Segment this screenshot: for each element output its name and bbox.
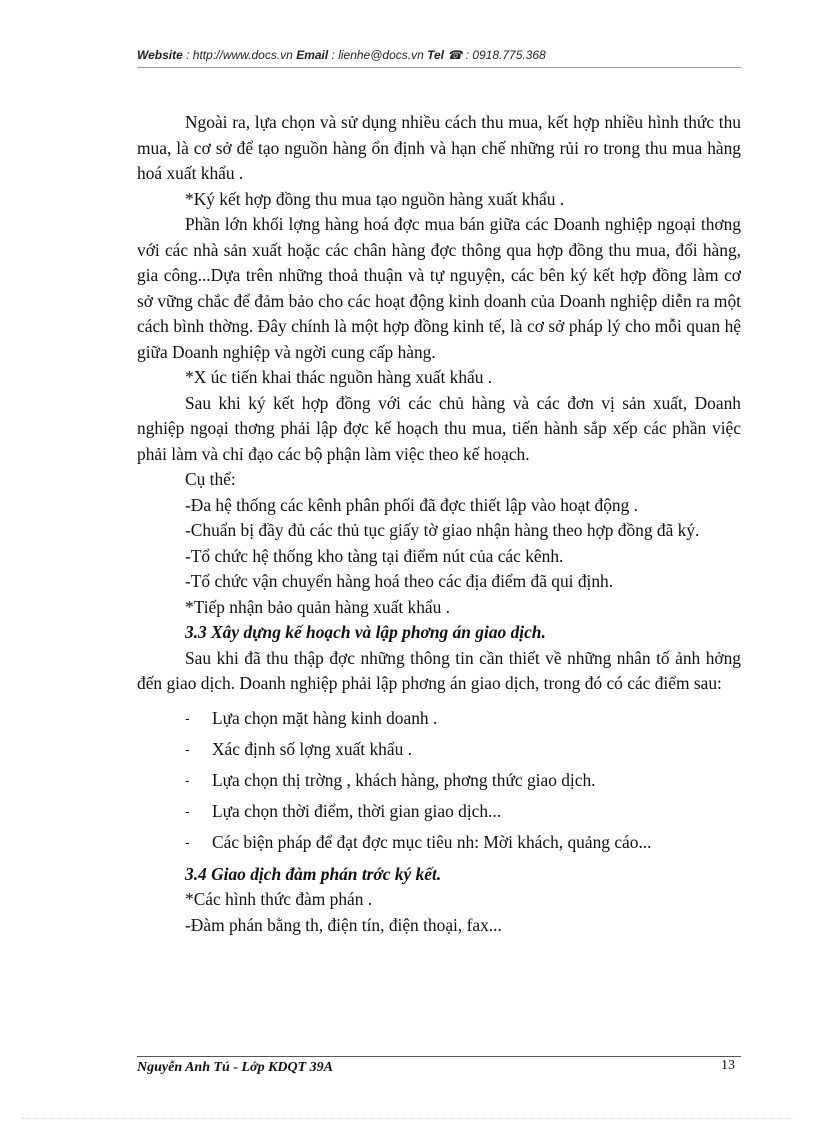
dash-bullet: - [185,709,190,726]
telephone-icon: ☎ [447,48,463,62]
paragraph: *X úc tiến khai thác nguồn hàng xuất khẩu . [185,367,493,387]
dash-bullet: - [185,833,190,850]
list-item: - Lựa chọn mặt hàng kinh doanh . [137,703,741,734]
page-number: 13 [721,1058,735,1073]
phone-label: Tel ☎ : 0918.775.368 [427,48,546,62]
paragraph: *Ký kết hợp đồng thu mua tạo nguồn hàng xuất khẩu . [185,188,565,209]
list-item: - Lựa chọn thời điểm, thời gian giao dịch... [137,796,741,827]
website-label: Website : http://www.docs.vn [137,48,297,62]
paragraph: -Tổ chức hệ thống kho tàng tại điểm nút của các kênh. [185,545,564,566]
page-bottom-border [22,1118,794,1119]
list-item: - Các biện pháp để đạt đợc mục tiêu nh: Mời khách, quảng cáo... [137,827,741,858]
dash-bullet: - [185,802,190,819]
paragraph: *Các hình thức đàm phán . [185,889,373,909]
paragraph: Sau khi đã thu thập đợc những thông tin cần thiết về những nhân tố ảnh hởng đến giao dịch. Doanh nghiệp phải lập phơng án giao dịch, trong đó có các điểm sau: [137,647,741,693]
footer-author: Nguyễn Anh Tú - Lớp KDQT 39A [137,1060,334,1075]
footer-divider [137,1056,741,1057]
email-label: Email : lienhe@docs.vn [296,48,428,62]
paragraph: Ngoài ra, lựa chọn và sử dụng nhiều cách thu mua, kết hợp nhiều hình thức thu mua, là cơ sở để tạo nguồn hàng ổn định và hạn chế những rủi ro trong thu mua hàng hoá xuất khẩu . [137,112,741,183]
paragraph: -Đàm phán bằng th, điện tín, điện thoại, fax... [185,914,502,935]
list-item: - Xác định số lợng xuất khẩu . [137,734,741,765]
page-footer [137,1056,741,1075]
paragraph: Phần lớn khối lợng hàng hoá đợc mua bán giữa các Doanh nghiệp ngoại thơng với các nhà sản xuất hoặc các chân hàng đợc thông qua hợp đồng thu mua, đổi hàng, gia công...Dựa trên những thoả thuận và tự nguyện, các bên ký kết hợp đồng làm cơ sở vững chắc để đảm bảo cho các hoạt động kinh doanh của Doanh nghiệp diễn ra một cách bình thờng. Đây chính là một hợp đồng kinh tế, là cơ sở pháp lý cho mỗi quan hệ giữa Doanh nghiệp và ngời cung cấp hàng. [137,214,741,362]
list-item: - Lựa chọn thị trờng , khách hàng, phơng thức giao dịch. [137,765,741,796]
page-header [137,48,741,62]
paragraph: -Đa hệ thống các kênh phân phối đã đợc thiết lập vào hoạt động . [185,494,639,515]
dash-bullet: - [185,771,190,788]
header-divider [137,67,741,68]
paragraph: Cụ thể: [185,469,236,489]
paragraph: -Chuẩn bị đầy đủ các thủ tục giấy tờ giao nhận hàng theo hợp đồng đã ký. [185,520,700,540]
paragraph: Sau khi ký kết hợp đồng với các chủ hàng và các đơn vị sản xuất, Doanh nghiệp ngoại thơng phải lập đợc kế hoạch thu mua, tiến hành sắp xếp các phần việc phải làm và chỉ đạo các bộ phận làm việc theo kế hoạch. [137,392,741,464]
dash-bullet: - [185,740,190,757]
page-body [137,110,741,938]
paragraph: -Tổ chức vận chuyển hàng hoá theo các địa điểm đã qui định. [185,571,614,591]
paragraph: *Tiếp nhận bảo quản hàng xuất khẩu . [185,596,451,617]
section-heading: 3.4 Giao dịch đàm phán trớc ký kết. [185,863,442,884]
bullet-list [137,703,741,858]
section-heading: 3.3 Xây dựng kế hoạch và lập phơng án giao dịch. [185,622,546,642]
